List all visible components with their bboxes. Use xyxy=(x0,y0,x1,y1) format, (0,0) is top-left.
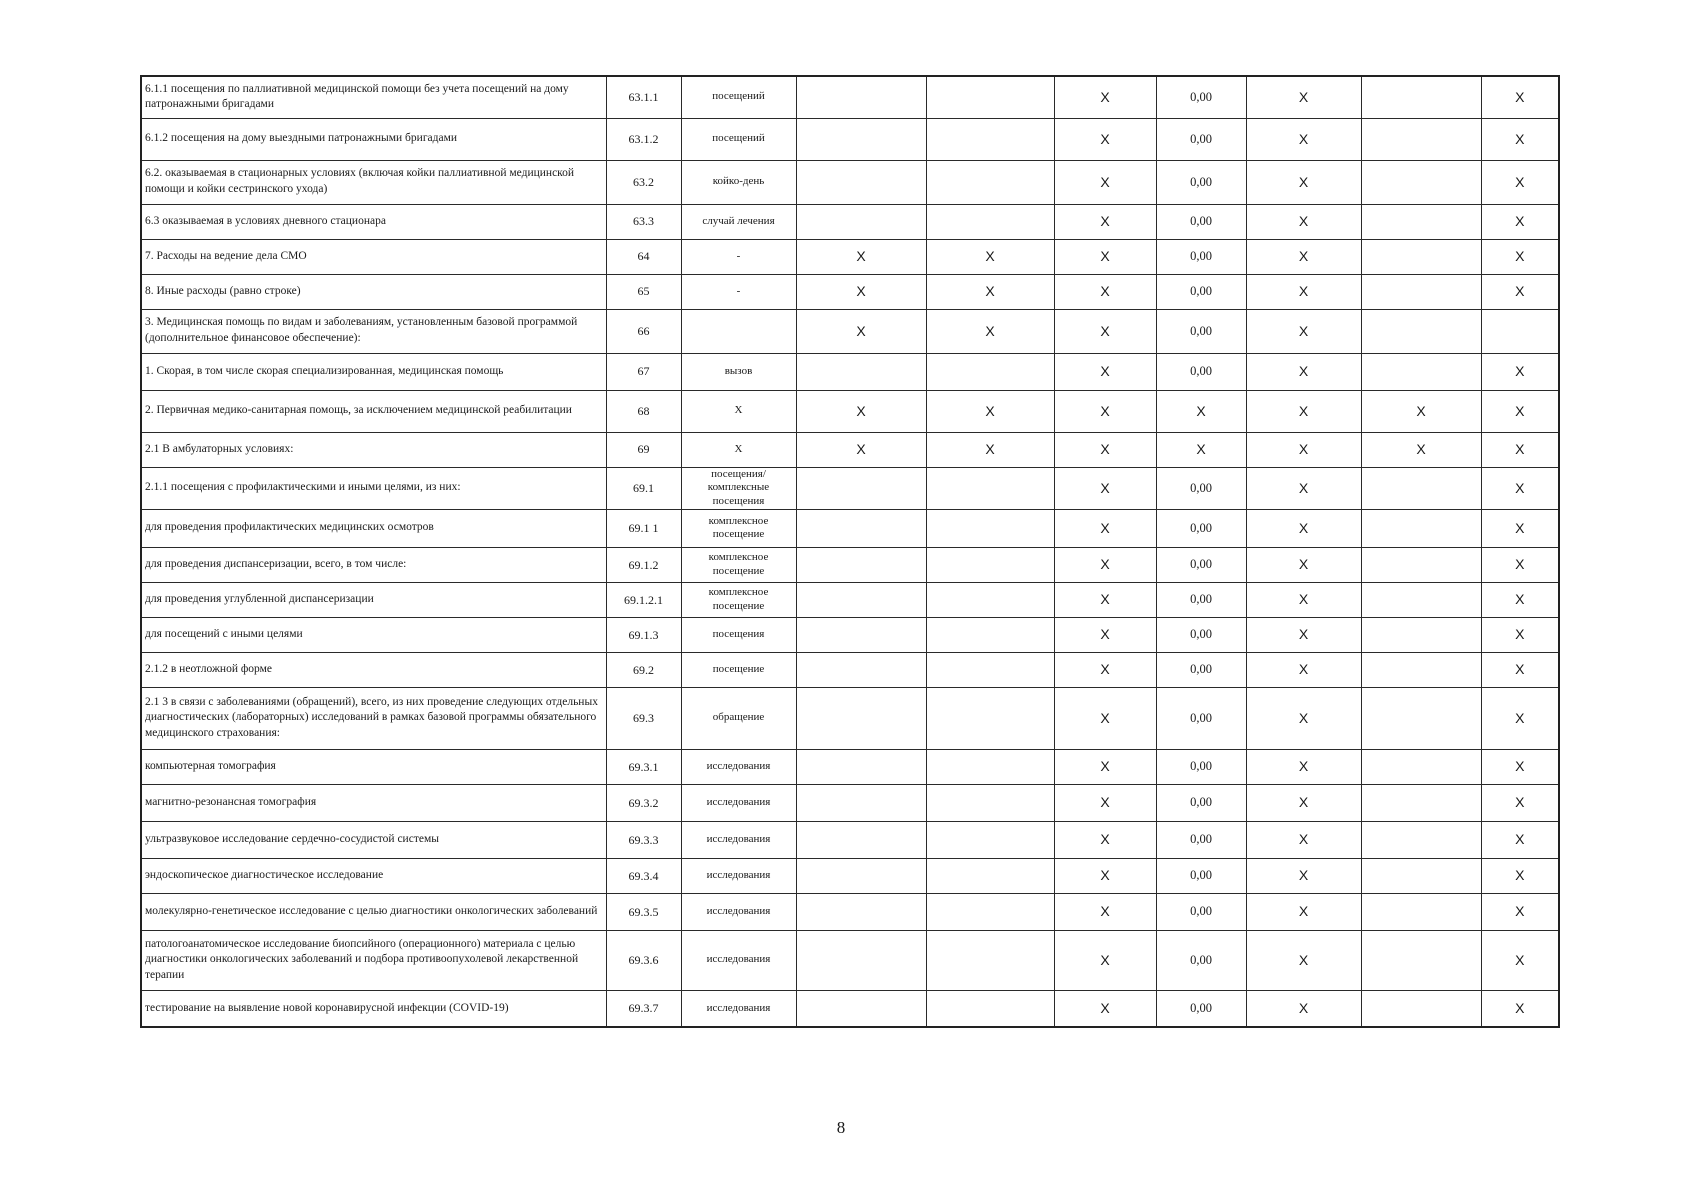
col-5-cell: X xyxy=(1054,858,1156,893)
row-code: 69.3.5 xyxy=(606,893,681,930)
col-5-cell: X xyxy=(1054,204,1156,239)
col-7-cell: X xyxy=(1246,990,1361,1027)
col-5-cell: X xyxy=(1054,749,1156,784)
row-name: молекулярно-генетическое исследование с целью диагностики онкологических заболеваний xyxy=(141,893,606,930)
table-row xyxy=(141,309,1559,353)
col-9-cell: X xyxy=(1481,467,1559,509)
table-row xyxy=(141,76,1559,118)
col-9-cell: X xyxy=(1481,160,1559,204)
col-7-cell: X xyxy=(1246,749,1361,784)
row-unit: исследования xyxy=(681,749,796,784)
col-8-cell xyxy=(1361,160,1481,204)
col-4-cell: X xyxy=(926,390,1054,432)
col-4-cell xyxy=(926,582,1054,617)
col-7-cell: X xyxy=(1246,858,1361,893)
col-3-cell xyxy=(796,652,926,687)
row-name: 6.1.1 посещения по паллиативной медицинской помощи без учета посещений на дому патронажными бригадами xyxy=(141,76,606,118)
col-6-cell: 0,00 xyxy=(1156,204,1246,239)
col-5-cell: X xyxy=(1054,239,1156,274)
row-name: компьютерная томография xyxy=(141,749,606,784)
col-6-cell: 0,00 xyxy=(1156,118,1246,160)
col-9-cell: X xyxy=(1481,274,1559,309)
col-5-cell: X xyxy=(1054,547,1156,582)
row-unit: - xyxy=(681,274,796,309)
col-5-cell: X xyxy=(1054,990,1156,1027)
col-5-cell: X xyxy=(1054,76,1156,118)
col-8-cell xyxy=(1361,893,1481,930)
col-5-cell: X xyxy=(1054,309,1156,353)
row-code: 67 xyxy=(606,353,681,390)
col-5-cell: X xyxy=(1054,274,1156,309)
col-8-cell xyxy=(1361,353,1481,390)
col-7-cell: X xyxy=(1246,309,1361,353)
col-3-cell xyxy=(796,749,926,784)
row-name: для проведения профилактических медицинских осмотров xyxy=(141,509,606,547)
col-4-cell xyxy=(926,930,1054,990)
col-9-cell: X xyxy=(1481,930,1559,990)
col-4-cell: X xyxy=(926,239,1054,274)
col-7-cell: X xyxy=(1246,432,1361,467)
col-4-cell xyxy=(926,749,1054,784)
col-9-cell: X xyxy=(1481,858,1559,893)
col-5-cell: X xyxy=(1054,930,1156,990)
row-name: для проведения диспансеризации, всего, в том числе: xyxy=(141,547,606,582)
col-6-cell: 0,00 xyxy=(1156,930,1246,990)
table-row xyxy=(141,160,1559,204)
col-7-cell: X xyxy=(1246,687,1361,749)
col-8-cell xyxy=(1361,930,1481,990)
row-unit: вызов xyxy=(681,353,796,390)
row-name: 6.1.2 посещения на дому выездными патронажными бригадами xyxy=(141,118,606,160)
col-3-cell xyxy=(796,160,926,204)
table-row xyxy=(141,687,1559,749)
row-unit: комплексное посещение xyxy=(681,547,796,582)
col-9-cell xyxy=(1481,309,1559,353)
col-3-cell xyxy=(796,76,926,118)
col-7-cell: X xyxy=(1246,353,1361,390)
col-6-cell: 0,00 xyxy=(1156,687,1246,749)
col-6-cell: 0,00 xyxy=(1156,582,1246,617)
col-7-cell: X xyxy=(1246,204,1361,239)
col-8-cell xyxy=(1361,652,1481,687)
col-3-cell xyxy=(796,204,926,239)
row-unit: X xyxy=(681,432,796,467)
col-4-cell: X xyxy=(926,309,1054,353)
col-8-cell: X xyxy=(1361,390,1481,432)
col-8-cell xyxy=(1361,204,1481,239)
col-4-cell xyxy=(926,204,1054,239)
col-8-cell xyxy=(1361,274,1481,309)
col-5-cell: X xyxy=(1054,390,1156,432)
col-5-cell: X xyxy=(1054,118,1156,160)
row-code: 63.2 xyxy=(606,160,681,204)
col-4-cell xyxy=(926,652,1054,687)
col-8-cell xyxy=(1361,509,1481,547)
col-4-cell xyxy=(926,893,1054,930)
col-6-cell: 0,00 xyxy=(1156,160,1246,204)
col-3-cell: X xyxy=(796,239,926,274)
row-code: 69.3.6 xyxy=(606,930,681,990)
col-3-cell: X xyxy=(796,432,926,467)
col-6-cell: 0,00 xyxy=(1156,617,1246,652)
col-5-cell: X xyxy=(1054,432,1156,467)
col-7-cell: X xyxy=(1246,617,1361,652)
col-9-cell: X xyxy=(1481,617,1559,652)
col-6-cell: X xyxy=(1156,432,1246,467)
row-name: ультразвуковое исследование сердечно-сосудистой системы xyxy=(141,821,606,858)
table-row xyxy=(141,547,1559,582)
row-unit: посещения xyxy=(681,617,796,652)
row-unit: койко-день xyxy=(681,160,796,204)
col-8-cell xyxy=(1361,687,1481,749)
row-code: 69.1.3 xyxy=(606,617,681,652)
table-row xyxy=(141,652,1559,687)
table-row xyxy=(141,118,1559,160)
row-unit: исследования xyxy=(681,990,796,1027)
row-name: для посещений с иными целями xyxy=(141,617,606,652)
row-unit: посещений xyxy=(681,76,796,118)
row-unit: исследования xyxy=(681,858,796,893)
col-7-cell: X xyxy=(1246,390,1361,432)
col-6-cell: 0,00 xyxy=(1156,309,1246,353)
table-body xyxy=(141,76,1559,1027)
table-row xyxy=(141,821,1559,858)
row-code: 69.3.7 xyxy=(606,990,681,1027)
col-4-cell xyxy=(926,160,1054,204)
table-row xyxy=(141,390,1559,432)
row-name: 1. Скорая, в том числе скорая специализированная, медицинская помощь xyxy=(141,353,606,390)
col-5-cell: X xyxy=(1054,509,1156,547)
col-9-cell: X xyxy=(1481,353,1559,390)
row-unit: исследования xyxy=(681,821,796,858)
col-7-cell: X xyxy=(1246,76,1361,118)
row-code: 69.1 1 xyxy=(606,509,681,547)
col-8-cell xyxy=(1361,547,1481,582)
row-code: 68 xyxy=(606,390,681,432)
col-4-cell xyxy=(926,858,1054,893)
col-4-cell xyxy=(926,547,1054,582)
row-name: 2. Первичная медико-санитарная помощь, за исключением медицинской реабилитации xyxy=(141,390,606,432)
col-6-cell: 0,00 xyxy=(1156,547,1246,582)
col-8-cell xyxy=(1361,990,1481,1027)
col-9-cell: X xyxy=(1481,784,1559,821)
row-unit: - xyxy=(681,239,796,274)
col-7-cell: X xyxy=(1246,274,1361,309)
table-row xyxy=(141,784,1559,821)
col-6-cell: 0,00 xyxy=(1156,76,1246,118)
col-9-cell: X xyxy=(1481,239,1559,274)
col-3-cell xyxy=(796,930,926,990)
col-5-cell: X xyxy=(1054,582,1156,617)
col-3-cell: X xyxy=(796,309,926,353)
col-7-cell: X xyxy=(1246,652,1361,687)
col-7-cell: X xyxy=(1246,118,1361,160)
col-9-cell: X xyxy=(1481,76,1559,118)
col-8-cell xyxy=(1361,784,1481,821)
col-9-cell: X xyxy=(1481,687,1559,749)
table-row xyxy=(141,582,1559,617)
col-7-cell: X xyxy=(1246,582,1361,617)
col-5-cell: X xyxy=(1054,652,1156,687)
table-row xyxy=(141,353,1559,390)
col-9-cell: X xyxy=(1481,390,1559,432)
row-code: 69.1.2 xyxy=(606,547,681,582)
col-9-cell: X xyxy=(1481,432,1559,467)
table-row xyxy=(141,930,1559,990)
row-name: 3. Медицинская помощь по видам и заболеваниям, установленным базовой программой (дополнительное финансовое обеспечение): xyxy=(141,309,606,353)
col-7-cell: X xyxy=(1246,893,1361,930)
col-4-cell xyxy=(926,509,1054,547)
col-4-cell xyxy=(926,784,1054,821)
col-6-cell: 0,00 xyxy=(1156,821,1246,858)
col-9-cell: X xyxy=(1481,118,1559,160)
col-8-cell xyxy=(1361,582,1481,617)
row-name: 2.1.2 в неотложной форме xyxy=(141,652,606,687)
col-8-cell xyxy=(1361,467,1481,509)
col-4-cell xyxy=(926,617,1054,652)
col-5-cell: X xyxy=(1054,821,1156,858)
col-3-cell xyxy=(796,784,926,821)
row-name: 2.1 В амбулаторных условиях: xyxy=(141,432,606,467)
col-4-cell xyxy=(926,990,1054,1027)
col-9-cell: X xyxy=(1481,582,1559,617)
row-unit: комплексное посещение xyxy=(681,582,796,617)
row-code: 63.1.1 xyxy=(606,76,681,118)
row-name: магнитно-резонансная томография xyxy=(141,784,606,821)
col-3-cell: X xyxy=(796,390,926,432)
row-code: 69.3 xyxy=(606,687,681,749)
row-unit: исследования xyxy=(681,784,796,821)
col-8-cell xyxy=(1361,239,1481,274)
col-7-cell: X xyxy=(1246,547,1361,582)
row-unit: комплексное посещение xyxy=(681,509,796,547)
col-3-cell xyxy=(796,547,926,582)
col-8-cell xyxy=(1361,858,1481,893)
table-row xyxy=(141,509,1559,547)
row-name: 7. Расходы на ведение дела СМО xyxy=(141,239,606,274)
col-5-cell: X xyxy=(1054,687,1156,749)
col-3-cell: X xyxy=(796,274,926,309)
col-6-cell: 0,00 xyxy=(1156,239,1246,274)
col-6-cell: X xyxy=(1156,390,1246,432)
row-code: 69.3.4 xyxy=(606,858,681,893)
col-6-cell: 0,00 xyxy=(1156,509,1246,547)
col-4-cell: X xyxy=(926,432,1054,467)
col-9-cell: X xyxy=(1481,990,1559,1027)
table-row xyxy=(141,749,1559,784)
col-3-cell xyxy=(796,353,926,390)
col-9-cell: X xyxy=(1481,509,1559,547)
col-7-cell: X xyxy=(1246,509,1361,547)
col-7-cell: X xyxy=(1246,784,1361,821)
row-code: 69.3.2 xyxy=(606,784,681,821)
col-5-cell: X xyxy=(1054,617,1156,652)
col-8-cell xyxy=(1361,118,1481,160)
row-unit: исследования xyxy=(681,930,796,990)
row-name: патологоанатомическое исследование биопсийного (операционного) материала с целью диагностики онкологических заболеваний и подбора противоопухолевой лекарственной терапии xyxy=(141,930,606,990)
col-7-cell: X xyxy=(1246,930,1361,990)
table-row xyxy=(141,467,1559,509)
col-5-cell: X xyxy=(1054,353,1156,390)
col-8-cell xyxy=(1361,821,1481,858)
row-code: 69.1 xyxy=(606,467,681,509)
row-code: 69.1.2.1 xyxy=(606,582,681,617)
row-unit: обращение xyxy=(681,687,796,749)
col-8-cell xyxy=(1361,309,1481,353)
row-name: эндоскопическое диагностическое исследование xyxy=(141,858,606,893)
row-name: 6.2. оказываемая в стационарных условиях (включая койки паллиативной медицинской помощи и койки сестринского ухода) xyxy=(141,160,606,204)
row-code: 64 xyxy=(606,239,681,274)
col-8-cell xyxy=(1361,76,1481,118)
row-code: 65 xyxy=(606,274,681,309)
row-name: 2.1 3 в связи с заболеваниями (обращений), всего, из них проведение следующих отдельных диагностических (лабораторных) исследований в рамках базовой программы обязательного медицинского страхования: xyxy=(141,687,606,749)
col-5-cell: X xyxy=(1054,784,1156,821)
col-8-cell xyxy=(1361,749,1481,784)
col-3-cell xyxy=(796,858,926,893)
table-row xyxy=(141,617,1559,652)
col-3-cell xyxy=(796,467,926,509)
col-4-cell xyxy=(926,118,1054,160)
col-7-cell: X xyxy=(1246,160,1361,204)
row-unit: посещение xyxy=(681,652,796,687)
row-unit xyxy=(681,309,796,353)
row-unit: случай лечения xyxy=(681,204,796,239)
col-5-cell: X xyxy=(1054,160,1156,204)
col-9-cell: X xyxy=(1481,547,1559,582)
row-name: 2.1.1 посещения с профилактическими и иными целями, из них: xyxy=(141,467,606,509)
table-row xyxy=(141,893,1559,930)
table-row xyxy=(141,239,1559,274)
row-code: 69.3.3 xyxy=(606,821,681,858)
col-3-cell xyxy=(796,509,926,547)
page-number: 8 xyxy=(836,1118,846,1137)
col-8-cell xyxy=(1361,617,1481,652)
col-7-cell: X xyxy=(1246,821,1361,858)
row-code: 69.3.1 xyxy=(606,749,681,784)
col-9-cell: X xyxy=(1481,821,1559,858)
col-4-cell xyxy=(926,467,1054,509)
col-5-cell: X xyxy=(1054,893,1156,930)
col-9-cell: X xyxy=(1481,652,1559,687)
col-3-cell xyxy=(796,582,926,617)
col-6-cell: 0,00 xyxy=(1156,652,1246,687)
row-code: 69.2 xyxy=(606,652,681,687)
col-3-cell xyxy=(796,687,926,749)
row-name: 6.3 оказываемая в условиях дневного стационара xyxy=(141,204,606,239)
col-9-cell: X xyxy=(1481,893,1559,930)
col-9-cell: X xyxy=(1481,204,1559,239)
col-4-cell xyxy=(926,821,1054,858)
col-9-cell: X xyxy=(1481,749,1559,784)
table-row xyxy=(141,274,1559,309)
col-3-cell xyxy=(796,893,926,930)
row-unit: X xyxy=(681,390,796,432)
col-6-cell: 0,00 xyxy=(1156,858,1246,893)
table-row xyxy=(141,204,1559,239)
row-name: 8. Иные расходы (равно строке) xyxy=(141,274,606,309)
col-3-cell xyxy=(796,821,926,858)
row-unit: посещений xyxy=(681,118,796,160)
col-5-cell: X xyxy=(1054,467,1156,509)
row-code: 69 xyxy=(606,432,681,467)
table-row xyxy=(141,858,1559,893)
col-6-cell: 0,00 xyxy=(1156,784,1246,821)
col-4-cell: X xyxy=(926,274,1054,309)
row-name: для проведения углубленной диспансеризации xyxy=(141,582,606,617)
row-code: 63.1.2 xyxy=(606,118,681,160)
row-unit: посещения/ комплексные посещения xyxy=(681,467,796,509)
col-3-cell xyxy=(796,617,926,652)
col-6-cell: 0,00 xyxy=(1156,749,1246,784)
col-6-cell: 0,00 xyxy=(1156,467,1246,509)
row-unit: исследования xyxy=(681,893,796,930)
table-row xyxy=(141,990,1559,1027)
row-code: 63.3 xyxy=(606,204,681,239)
col-3-cell xyxy=(796,990,926,1027)
col-7-cell: X xyxy=(1246,467,1361,509)
col-6-cell: 0,00 xyxy=(1156,893,1246,930)
table-row xyxy=(141,432,1559,467)
row-code: 66 xyxy=(606,309,681,353)
col-4-cell xyxy=(926,353,1054,390)
row-name: тестирование на выявление новой коронавирусной инфекции (COVID-19) xyxy=(141,990,606,1027)
data-table xyxy=(140,75,1560,1028)
col-6-cell: 0,00 xyxy=(1156,353,1246,390)
col-8-cell: X xyxy=(1361,432,1481,467)
col-4-cell xyxy=(926,76,1054,118)
col-7-cell: X xyxy=(1246,239,1361,274)
col-3-cell xyxy=(796,118,926,160)
col-4-cell xyxy=(926,687,1054,749)
col-6-cell: 0,00 xyxy=(1156,990,1246,1027)
col-6-cell: 0,00 xyxy=(1156,274,1246,309)
